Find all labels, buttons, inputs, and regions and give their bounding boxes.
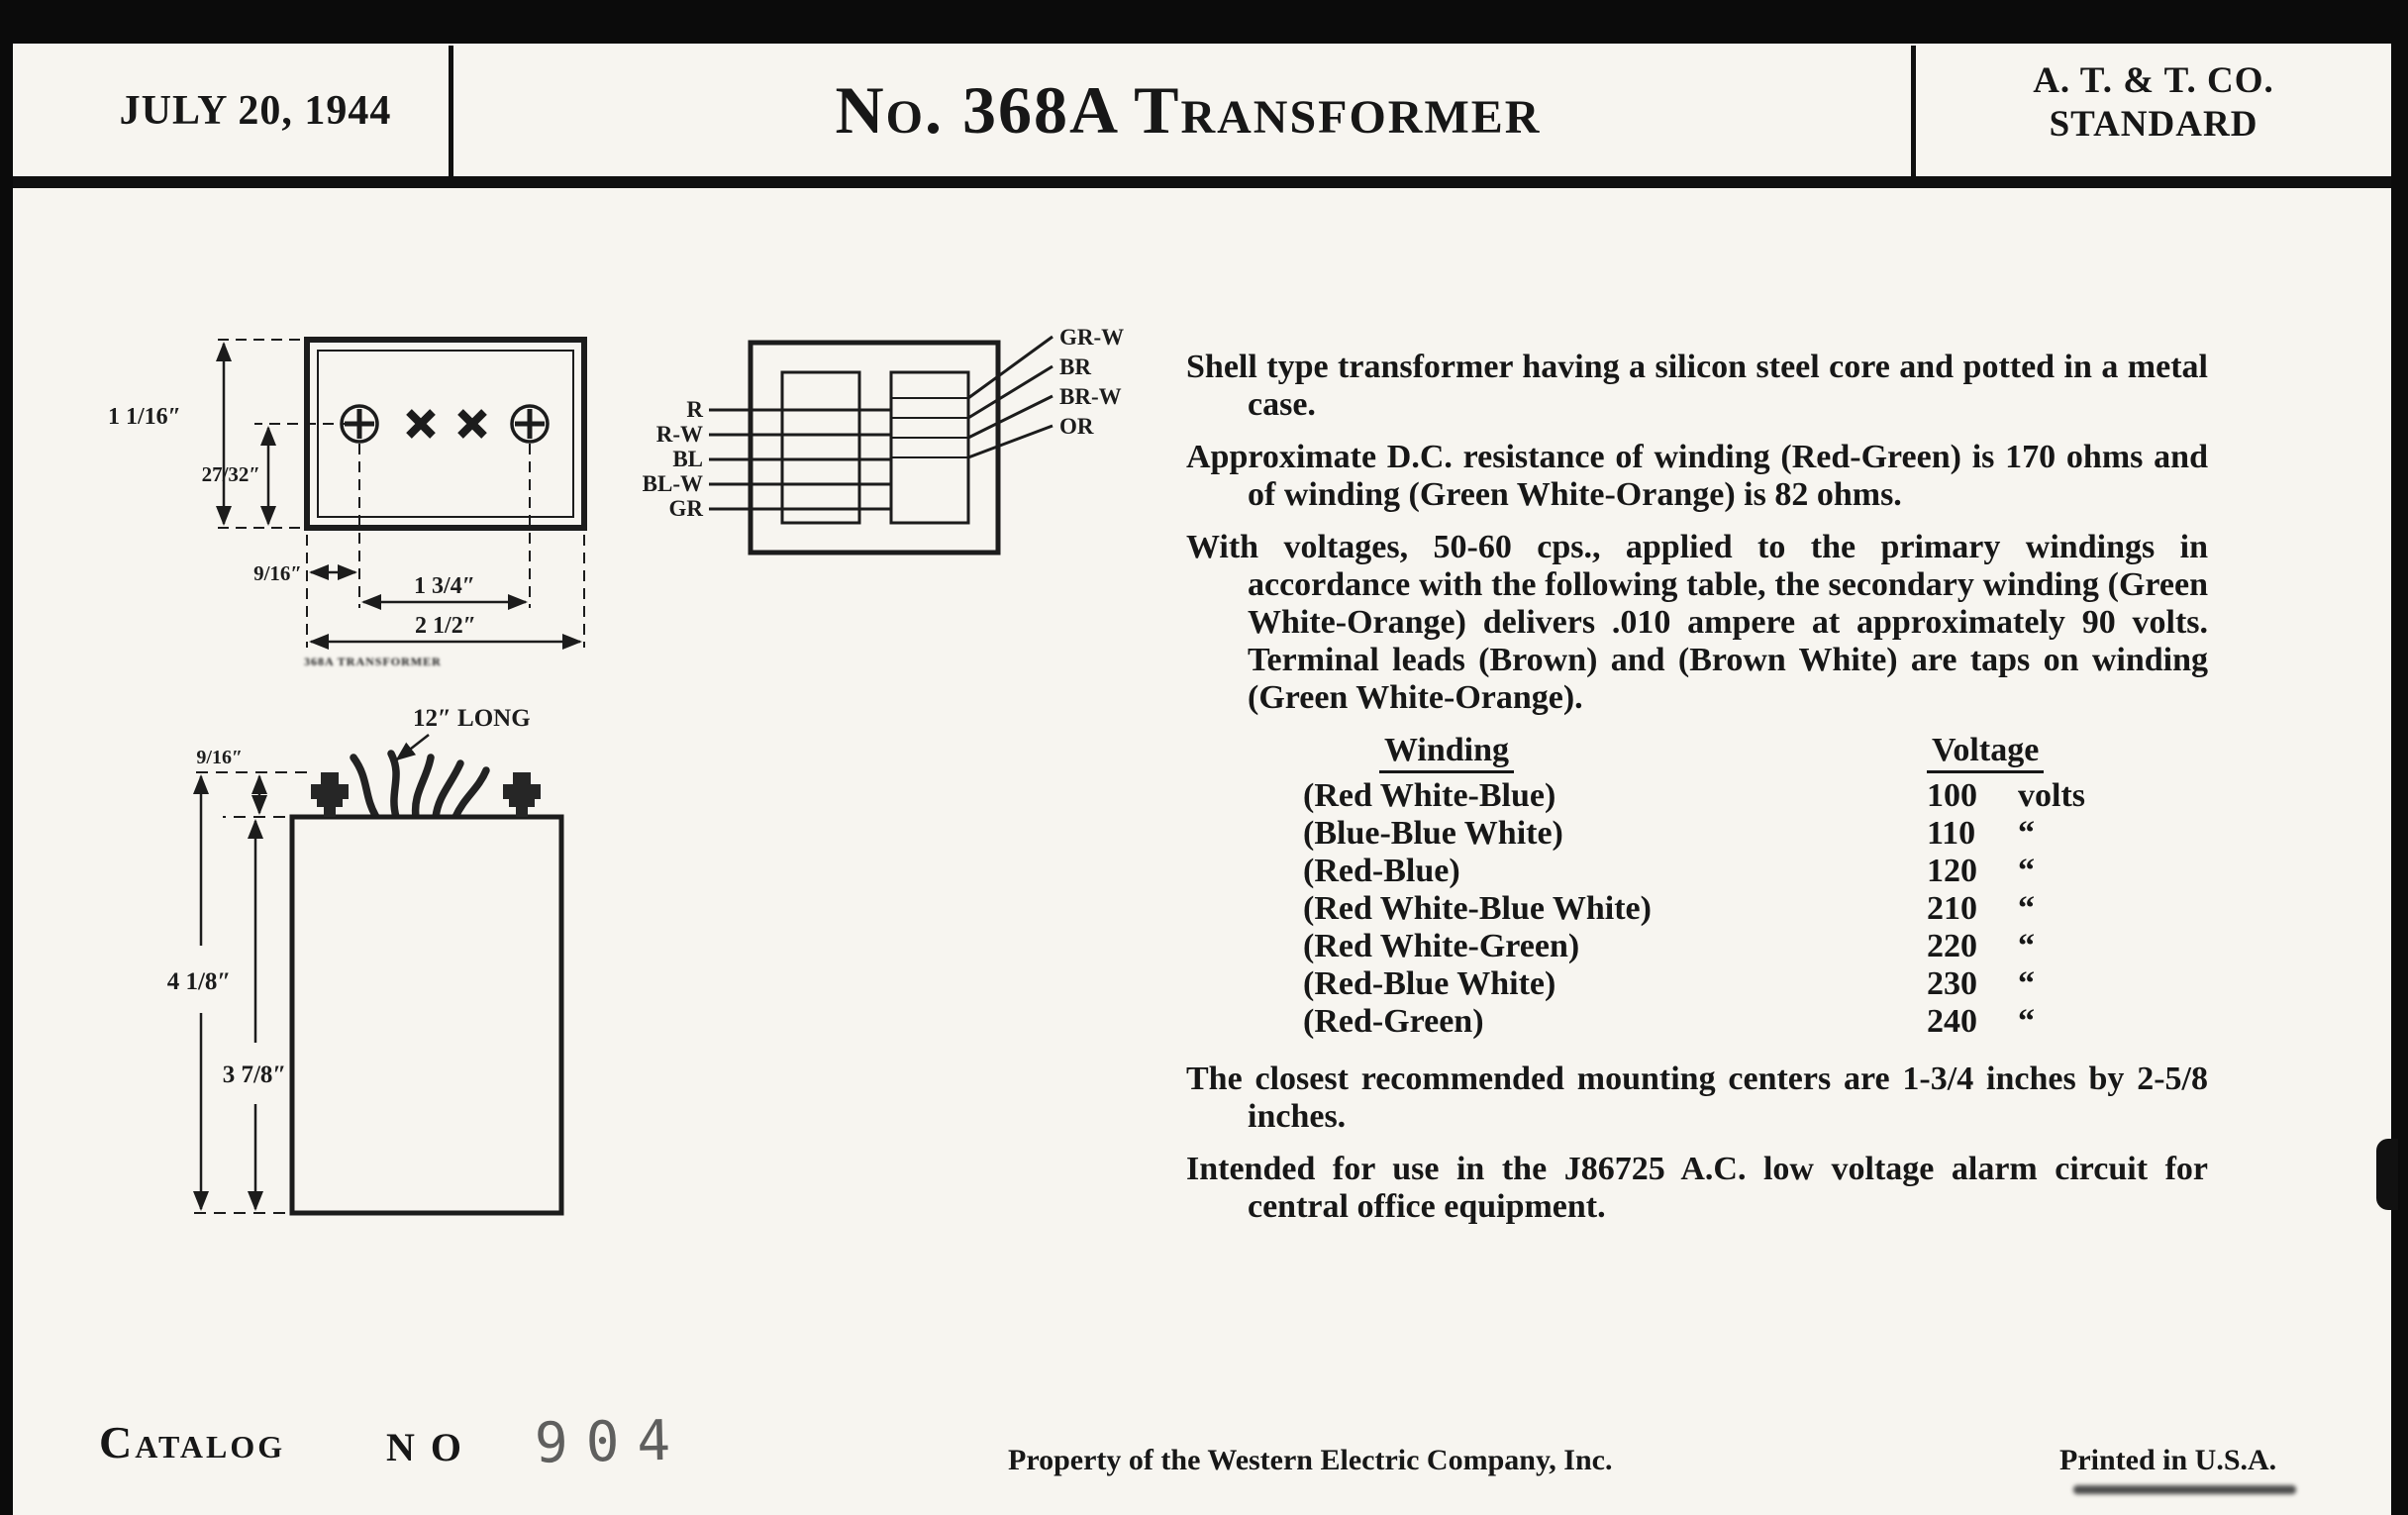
lead-label-br: BR	[1059, 354, 1091, 379]
lead-label-brw: BR-W	[1059, 384, 1122, 409]
table-row: (Blue-Blue White) 110 “	[1303, 815, 2035, 852]
table-header-voltage: Voltage	[1927, 732, 2044, 773]
dim-label-case-height: 3 7/8″	[222, 1061, 287, 1088]
lead-label-bl: BL	[672, 447, 703, 471]
organization-block	[1926, 59, 2381, 147]
description-column	[1186, 349, 2208, 1241]
table-row: (Red-Blue) 120 “	[1303, 853, 2035, 889]
lead-length-label: 12″ LONG	[413, 705, 531, 732]
scan-edge-right	[2391, 0, 2408, 1515]
property-notice: Property of the Western Electric Company, Inc.	[1008, 1444, 1613, 1476]
lead-label-gr: GR	[668, 496, 703, 521]
core-and-windings	[751, 343, 998, 553]
document-title: No. 368A Transformer	[835, 72, 1542, 148]
table-header-winding: Winding	[1379, 732, 1514, 773]
table-header-row	[1186, 732, 2208, 769]
organization-standard: STANDARD	[2049, 104, 2258, 145]
organization-name: A. T. & T. CO.	[2033, 60, 2274, 101]
scan-smear	[2073, 1485, 2296, 1494]
dim-label-w2: 1 3/4″	[414, 573, 475, 599]
lead-label-rw: R-W	[655, 422, 703, 447]
dim-label-w3: 2 1/2″	[415, 613, 476, 639]
dimension-lines	[224, 344, 580, 642]
dim-label-screw: 9/16″	[196, 747, 243, 768]
header-rule	[13, 176, 2391, 188]
dim-label-height: 1 1/16″	[108, 404, 181, 430]
terminal-leads	[353, 754, 486, 817]
dim-label-height2: 27/32″	[201, 462, 260, 486]
dim-label-total-height: 4 1/8″	[166, 968, 232, 995]
lead-label-or: OR	[1059, 414, 1094, 439]
paragraph-resistance: Approximate D.C. resistance of winding (Red-Green) is 170 ohms and of winding (Green White-Orange) is 82 ohms.	[1186, 439, 2208, 513]
catalog-label: Catalog	[99, 1417, 286, 1467]
lead-wires	[709, 337, 1053, 509]
transformer-case	[292, 817, 561, 1213]
solder-lug-2	[460, 412, 484, 436]
paragraph-mounting-centers: The closest recommended mounting centers are 1-3/4 inches by 2-5/8 inches.	[1186, 1060, 2208, 1135]
catalog-number-stamp: 904	[534, 1408, 689, 1476]
lead-label-r: R	[686, 397, 703, 422]
side-view-diagram	[94, 609, 728, 1253]
lead-label-grw: GR-W	[1059, 325, 1125, 350]
winding-voltage-table	[1186, 732, 2208, 1041]
scan-edge-top	[0, 0, 2408, 44]
dim-label-w1: 9/16″	[253, 561, 302, 585]
table-row: (Red White-Blue) 100 volts	[1303, 777, 2085, 814]
table-row: (Red White-Blue White) 210 “	[1303, 890, 2035, 927]
printed-notice: Printed in U.S.A.	[2059, 1444, 2277, 1476]
screw-terminal-right	[503, 772, 541, 817]
document-date: JULY 20, 1944	[119, 88, 392, 134]
table-row: (Red-Green) 240 “	[1303, 1003, 2035, 1040]
drawing-caption: 368A TRANSFORMER	[304, 655, 442, 668]
transformer-top-outline	[307, 340, 584, 528]
paragraph-intended-use: Intended for use in the J86725 A.C. low voltage alarm circuit for central office equipment.	[1186, 1151, 2208, 1225]
scan-edge-left	[0, 0, 13, 1515]
leader-line	[397, 735, 429, 759]
lead-label-blw: BL-W	[642, 471, 703, 496]
scan-blotch	[2376, 1139, 2398, 1210]
header-divider-left	[449, 46, 453, 176]
catalog-no-label: NO	[386, 1425, 477, 1469]
screw-terminal-left	[311, 772, 349, 817]
table-row: (Red White-Green) 220 “	[1303, 928, 2035, 964]
table-row: (Red-Blue White) 230 “	[1303, 965, 2035, 1002]
header-divider-right	[1911, 46, 1916, 176]
paragraph-voltages: With voltages, 50-60 cps., applied to the primary windings in accordance with the following table, the secondary winding (Green White-Orange) delivers .010 ampere at approximately 90 volts. Terminal leads (Brown) and (Brown White) are taps on winding (Green White-Orange).	[1186, 529, 2208, 716]
paragraph-shell-type: Shell type transformer having a silicon steel core and potted in a metal case.	[1186, 349, 2208, 423]
solder-lug-1	[409, 412, 433, 436]
